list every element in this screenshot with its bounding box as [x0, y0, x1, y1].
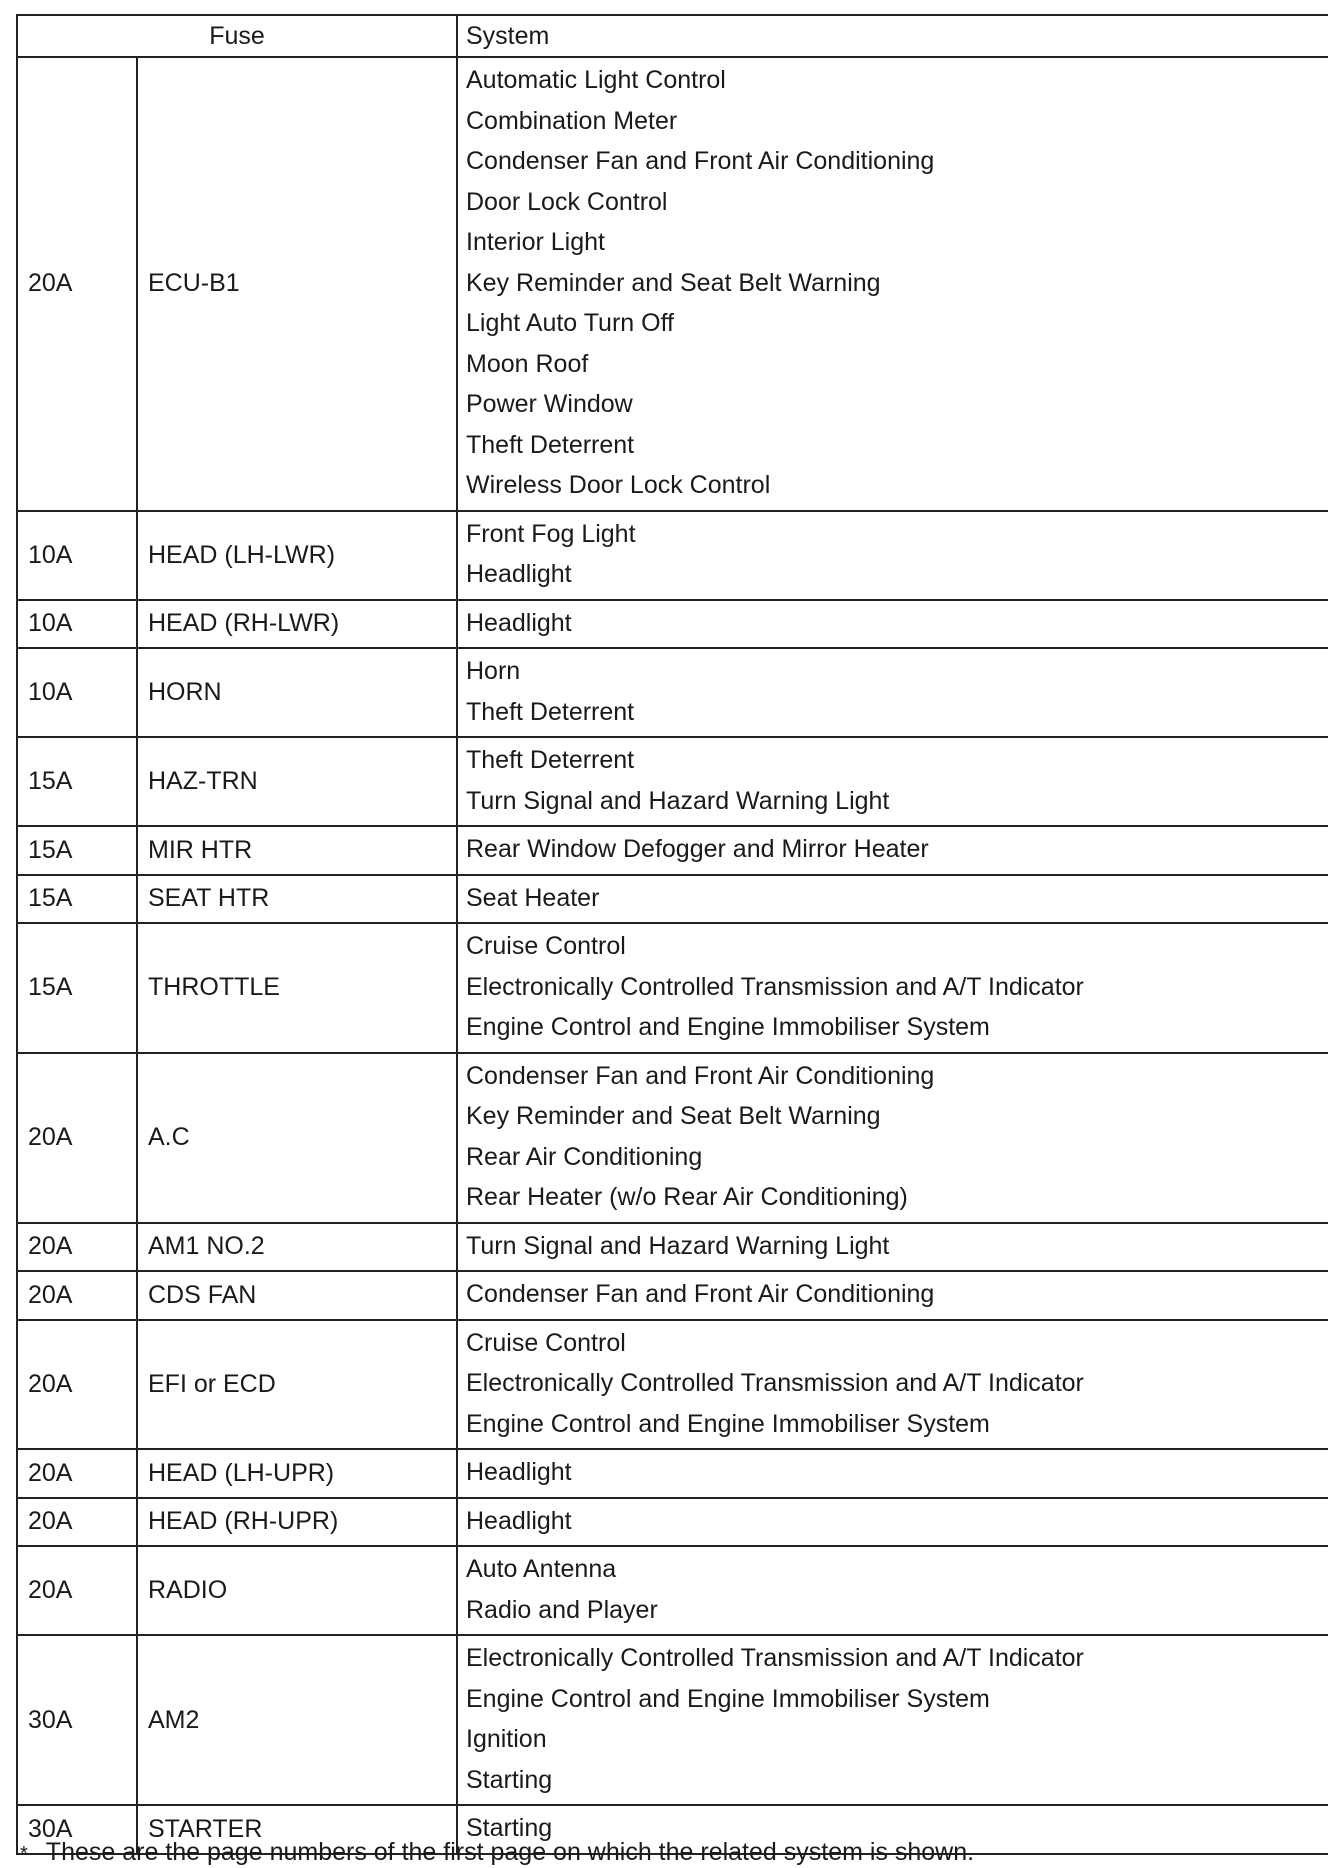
system-list	[457, 826, 1328, 875]
fuse-name: AM2	[137, 1635, 457, 1805]
system-item: Horn	[466, 657, 521, 685]
fuse-name: RADIO	[137, 1546, 457, 1635]
table-row	[17, 1449, 1328, 1498]
system-item: Power Window	[466, 390, 633, 418]
fuse-name: HEAD (RH-LWR)	[137, 600, 457, 649]
system-item: Key Reminder and Seat Belt Warning	[466, 268, 881, 297]
fuse-table-sheet	[16, 14, 1328, 1855]
table-row	[17, 1320, 1328, 1450]
fuse-name: STARTER	[137, 1805, 457, 1854]
table-row	[17, 1223, 1328, 1272]
system-item: Headlight	[466, 560, 572, 588]
system-item: Rear Heater (w/o Rear Air Conditioning)	[466, 1183, 908, 1211]
fuse-amperage: 20A	[17, 1223, 137, 1272]
system-item: Electronically Controlled Transmission and A/T Indicator	[466, 1644, 1084, 1672]
table-row	[17, 57, 1328, 511]
system-list	[457, 1498, 1328, 1547]
footnote	[20, 1838, 974, 1867]
system-item: Combination Meter	[466, 106, 678, 135]
table-row	[17, 826, 1328, 875]
system-item: Rear Air Conditioning	[466, 1142, 703, 1171]
fuse-amperage: 15A	[17, 737, 137, 826]
system-item: Theft Deterrent	[466, 746, 635, 774]
system-item: Starting	[466, 1814, 553, 1842]
fuse-name: A.C	[137, 1053, 457, 1223]
table-row	[17, 511, 1328, 600]
system-item: Moon Roof	[466, 349, 589, 378]
system-item: Condenser Fan and Front Air Conditioning	[466, 1061, 935, 1090]
system-item: Door Lock Control	[466, 187, 668, 216]
table-row	[17, 1498, 1328, 1547]
fuse-amperage: 15A	[17, 826, 137, 875]
system-list	[457, 1053, 1328, 1223]
fuse-table-body	[17, 57, 1328, 1854]
system-column-header: System	[457, 15, 1328, 57]
fuse-amperage: 20A	[17, 1498, 137, 1547]
system-item: Turn Signal and Hazard Warning Light	[466, 1231, 890, 1260]
system-item: Condenser Fan and Front Air Conditioning	[466, 147, 935, 175]
system-item: Interior Light	[466, 228, 605, 256]
system-item: Engine Control and Engine Immobiliser System	[466, 1013, 990, 1041]
fuse-name: MIR HTR	[137, 826, 457, 875]
fuse-amperage: 10A	[17, 600, 137, 649]
table-row	[17, 737, 1328, 826]
system-item: Theft Deterrent	[466, 430, 635, 459]
fuse-name: AM1 NO.2	[137, 1223, 457, 1272]
system-list	[457, 600, 1328, 649]
table-row	[17, 1271, 1328, 1320]
system-item: Rear Window Defogger and Mirror Heater	[466, 835, 929, 863]
system-item: Starting	[466, 1765, 553, 1794]
system-list	[457, 57, 1328, 511]
fuse-name: THROTTLE	[137, 923, 457, 1053]
fuse-amperage: 20A	[17, 1053, 137, 1223]
system-list	[457, 875, 1328, 924]
system-list	[457, 1546, 1328, 1635]
system-item: Key Reminder and Seat Belt Warning	[466, 1102, 881, 1130]
table-row	[17, 923, 1328, 1053]
fuse-name: HEAD (LH-UPR)	[137, 1449, 457, 1498]
system-item: Cruise Control	[466, 932, 626, 960]
table-row	[17, 1546, 1328, 1635]
fuse-name: HEAD (RH-UPR)	[137, 1498, 457, 1547]
table-row	[17, 600, 1328, 649]
system-item: Light Auto Turn Off	[466, 309, 675, 337]
fuse-amperage: 20A	[17, 1271, 137, 1320]
fuse-amperage: 20A	[17, 1449, 137, 1498]
fuse-amperage: 30A	[17, 1805, 137, 1854]
system-list	[457, 648, 1328, 737]
system-item: Electronically Controlled Transmission and A/T Indicator	[466, 972, 1084, 1001]
system-item: Engine Control and Engine Immobiliser System	[466, 1684, 990, 1713]
system-list	[457, 1320, 1328, 1450]
system-item: Headlight	[466, 1506, 572, 1535]
system-item: Front Fog Light	[466, 519, 636, 548]
table-row	[17, 875, 1328, 924]
fuse-table	[16, 14, 1328, 1855]
fuse-name: SEAT HTR	[137, 875, 457, 924]
system-item: Turn Signal and Hazard Warning Light	[466, 786, 890, 815]
system-item: Seat Heater	[466, 883, 600, 912]
fuse-amperage: 15A	[17, 875, 137, 924]
system-list	[457, 1271, 1328, 1320]
fuse-name: ECU-B1	[137, 57, 457, 511]
system-list	[457, 923, 1328, 1053]
system-item: Cruise Control	[466, 1328, 626, 1357]
table-row	[17, 1635, 1328, 1805]
fuse-amperage: 10A	[17, 648, 137, 737]
system-list	[457, 1223, 1328, 1272]
system-item: Theft Deterrent	[466, 697, 635, 726]
footnote-marker: *	[20, 1843, 28, 1865]
system-item: Headlight	[466, 1458, 572, 1486]
fuse-amperage: 20A	[17, 57, 137, 511]
fuse-amperage: 10A	[17, 511, 137, 600]
fuse-amperage: 20A	[17, 1546, 137, 1635]
system-item: Radio and Player	[466, 1595, 658, 1624]
footnote-text: These are the page numbers of the first page on which the related system is shown.	[45, 1838, 975, 1866]
system-item: Engine Control and Engine Immobiliser System	[466, 1409, 990, 1438]
fuse-amperage: 30A	[17, 1635, 137, 1805]
table-row	[17, 1053, 1328, 1223]
system-item: Headlight	[466, 608, 572, 637]
table-header-row	[17, 15, 1328, 57]
fuse-name: HEAD (LH-LWR)	[137, 511, 457, 600]
system-list	[457, 737, 1328, 826]
fuse-amperage: 15A	[17, 923, 137, 1053]
system-list	[457, 1449, 1328, 1498]
fuse-name: EFI or ECD	[137, 1320, 457, 1450]
system-list	[457, 511, 1328, 600]
system-list	[457, 1635, 1328, 1805]
fuse-amperage: 20A	[17, 1320, 137, 1450]
system-item: Automatic Light Control	[466, 66, 726, 94]
fuse-name: CDS FAN	[137, 1271, 457, 1320]
system-item: Condenser Fan and Front Air Conditioning	[466, 1280, 935, 1308]
fuse-column-header: Fuse	[17, 15, 457, 57]
fuse-name: HORN	[137, 648, 457, 737]
table-row	[17, 648, 1328, 737]
system-item: Wireless Door Lock Control	[466, 471, 771, 499]
fuse-name: HAZ-TRN	[137, 737, 457, 826]
system-item: Auto Antenna	[466, 1555, 617, 1583]
system-item: Ignition	[466, 1725, 547, 1753]
system-item: Electronically Controlled Transmission and A/T Indicator	[466, 1369, 1084, 1397]
